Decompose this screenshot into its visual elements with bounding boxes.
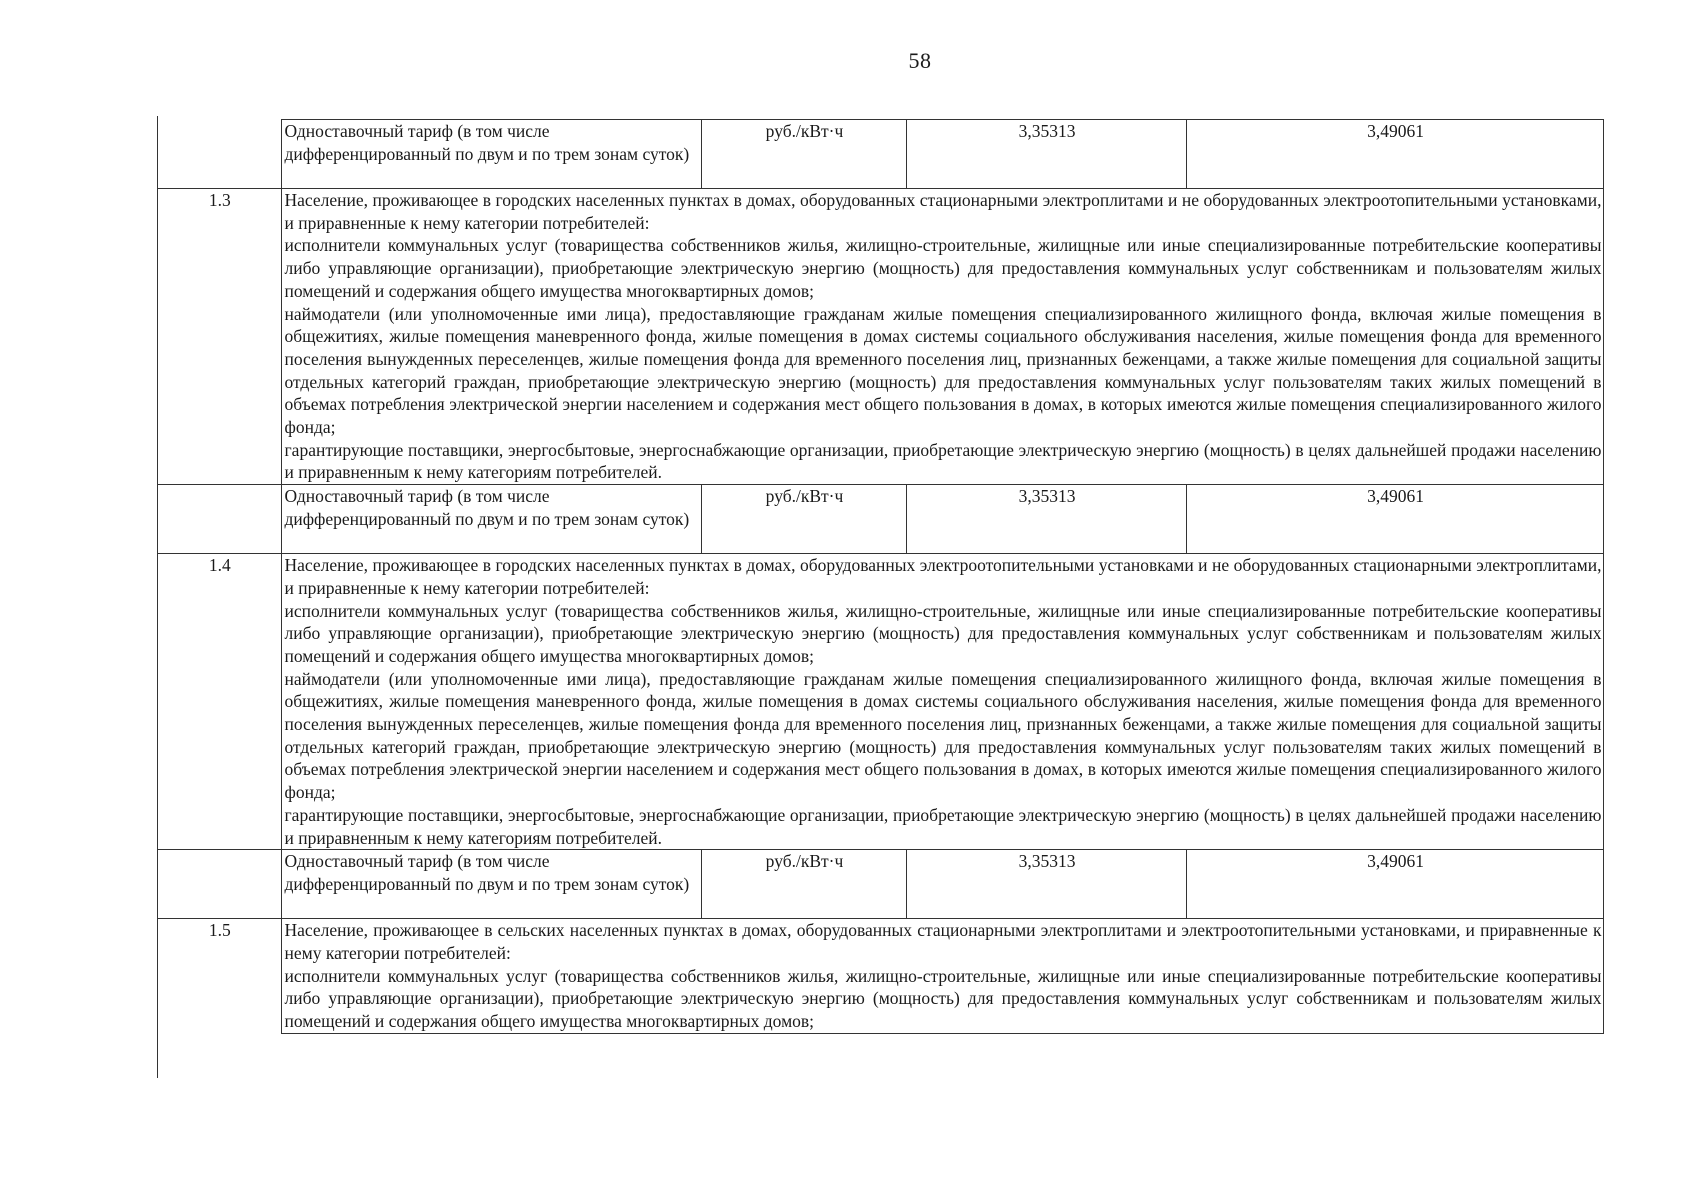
row-number-cell — [157, 120, 281, 189]
category-description-cell — [281, 189, 1603, 485]
row-number-cell: 1.4 — [157, 554, 281, 850]
category-intro-text: Население, проживающее в сельских населенных пунктах в домах, оборудованных стационарными электроплитами и электроотопительными установками, и приравненные к нему категории потребителей: — [284, 920, 1602, 963]
category-paragraph: исполнители коммунальных услуг (товарищества собственников жилья, жилищно-строительные, жилищные или иные специализированные потребительские кооперативы либо управляющие организации), приобретающие электрическую энергию (мощность) для предоставления коммунальных услуг собственникам и пользователям жилых помещений и содержания общего имущества многоквартирных домов; — [284, 600, 1602, 666]
tariff-value-first-half-cell: 3,35313 — [906, 485, 1186, 554]
category-paragraph: гарантирующие поставщики, энергосбытовые, энергоснабжающие организации, приобретающие электрическую энергию (мощность) в целях дальнейшей продажи населению и приравненным к нему категориям потребителей. — [284, 439, 1602, 483]
category-paragraph: наймодатели (или уполномоченные ими лица), предоставляющие гражданам жилые помещения специализированного жилищного фонда, включая жилые помещения в общежитиях, жилые помещения маневренного фонда, жилые помещения в домах системы социального обслуживания населения, жилые помещения фонда для временного поселения вынужденных переселенцев, жилые помещения фонда для временного поселения лиц, признанных беженцами, а также жилые помещения для социальной защиты отдельных категорий граждан, приобретающие электрическую энергию (мощность) для предоставления коммунальных услуг пользователям таких жилых помещений в объемах потребления электрической энергии населением и содержания мест общего пользования в домах, в которых имеются жилые помещения специализированного жилого фонда; — [284, 303, 1602, 438]
table-row — [157, 919, 1603, 1034]
category-paragraph: гарантирующие поставщики, энергосбытовые, энергоснабжающие организации, приобретающие электрическую энергию (мощность) в целях дальнейшей продажи населению и приравненным к нему категориям потребителей. — [284, 804, 1602, 848]
tariff-unit-cell: руб./кВт·ч — [701, 485, 906, 554]
table-row — [157, 485, 1603, 554]
tariff-value-first-half-cell: 3,35313 — [906, 120, 1186, 189]
tariff-value-second-half-cell: 3,49061 — [1186, 850, 1603, 919]
table-row — [157, 554, 1603, 850]
row-number-cell: 1.3 — [157, 189, 281, 485]
category-paragraph: наймодатели (или уполномоченные ими лица), предоставляющие гражданам жилые помещения специализированного жилищного фонда, включая жилые помещения в общежитиях, жилые помещения маневренного фонда, жилые помещения в домах системы социального обслуживания населения, жилые помещения фонда для временного поселения вынужденных переселенцев, жилые помещения фонда для временного поселения лиц, признанных беженцами, а также жилые помещения для социальной защиты отдельных категорий граждан, приобретающие электрическую энергию (мощность) для предоставления коммунальных услуг пользователям таких жилых помещений в объемах потребления электрической энергии населением и содержания мест общего пользования в домах, в которых имеются жилые помещения специализированного жилого фонда; — [284, 668, 1602, 803]
tariff-unit-cell: руб./кВт·ч — [701, 120, 906, 189]
row-number-cell — [157, 485, 281, 554]
tariff-unit-cell: руб./кВт·ч — [701, 850, 906, 919]
row-number-cell — [157, 850, 281, 919]
page-number: 58 — [908, 48, 932, 73]
tariff-value-second-half-cell: 3,49061 — [1186, 485, 1603, 554]
category-description-cell — [281, 919, 1603, 1034]
tariff-table — [157, 119, 1604, 1034]
tariff-name-cell: Одноставочный тариф (в том числе дифференцированный по двум и по трем зонам суток) — [281, 120, 701, 189]
category-paragraph: исполнители коммунальных услуг (товарищества собственников жилья, жилищно-строительные, жилищные или иные специализированные потребительские кооперативы либо управляющие организации), приобретающие электрическую энергию (мощность) для предоставления коммунальных услуг собственникам и пользователям жилых помещений и содержания общего имущества многоквартирных домов; — [284, 235, 1602, 301]
category-paragraph: исполнители коммунальных услуг (товарищества собственников жилья, жилищно-строительные, жилищные или иные специализированные потребительские кооперативы либо управляющие организации), приобретающие электрическую энергию (мощность) для предоставления коммунальных услуг собственникам и пользователям жилых помещений и содержания общего имущества многоквартирных домов; — [284, 965, 1602, 1032]
category-description-cell — [281, 554, 1603, 850]
table-row — [157, 850, 1603, 919]
tariff-value-second-half-cell: 3,49061 — [1186, 120, 1603, 189]
tariff-value-first-half-cell: 3,35313 — [906, 850, 1186, 919]
category-intro-text: Население, проживающее в городских населенных пунктах в домах, оборудованных электроотопительными установками и не оборудованных стационарными электроплитами, и приравненные к нему категории потребителей: — [284, 555, 1602, 598]
table-row — [157, 189, 1603, 485]
row-number-cell: 1.5 — [157, 919, 281, 1034]
table-row — [157, 120, 1603, 189]
tariff-name-cell: Одноставочный тариф (в том числе дифференцированный по двум и по трем зонам суток) — [281, 485, 701, 554]
tariff-name-cell: Одноставочный тариф (в том числе дифференцированный по двум и по трем зонам суток) — [281, 850, 701, 919]
category-intro-text: Население, проживающее в городских населенных пунктах в домах, оборудованных стационарными электроплитами и не оборудованных электроотопительными установками, и приравненные к нему категории потребителей: — [284, 190, 1602, 233]
